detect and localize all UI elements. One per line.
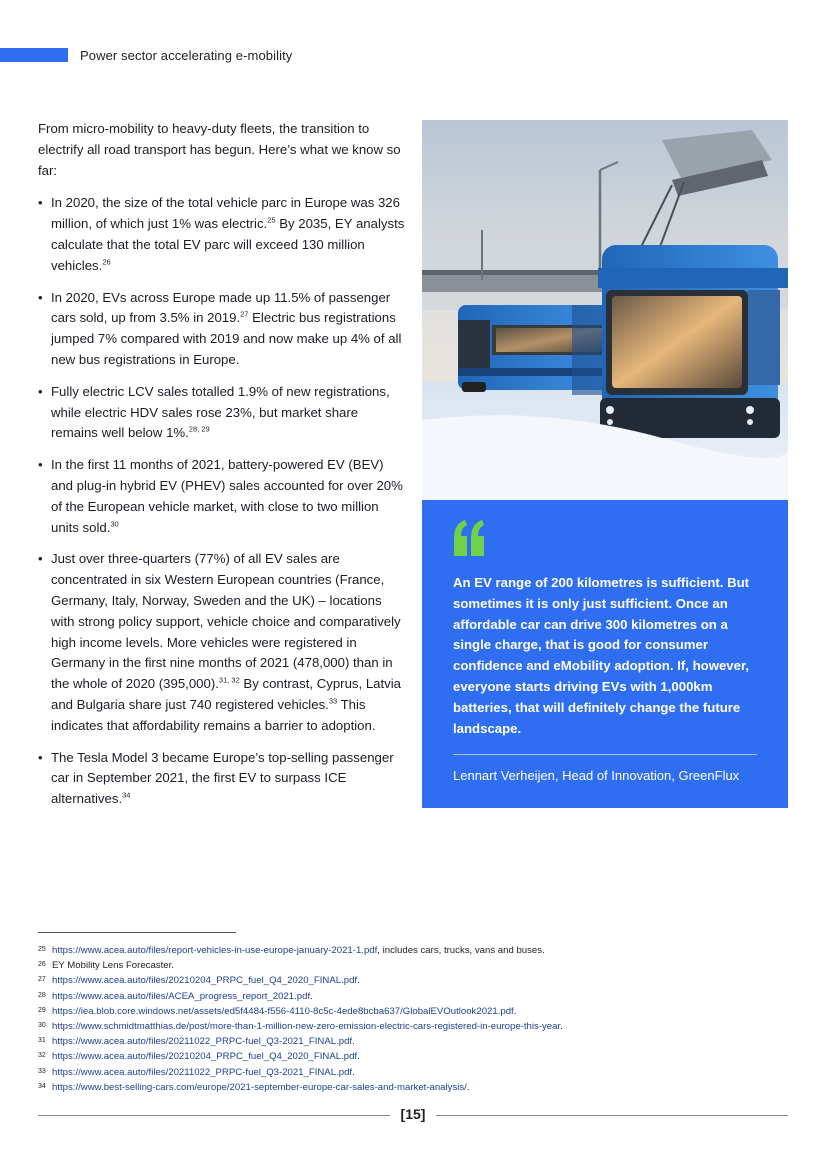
footnote-link[interactable]: https://www.acea.auto/files/report-vehicles-in-use-europe-january-2021-1.pdf bbox=[52, 945, 378, 956]
footnote-ref[interactable]: 27 bbox=[240, 309, 249, 319]
bullet-glyph: • bbox=[38, 749, 43, 765]
footnote-number: 30 bbox=[38, 1022, 46, 1030]
page-number: [15] bbox=[400, 1106, 426, 1122]
footnote-link[interactable]: https://www.acea.auto/files/20211022_PRPC-fuel_Q3-2021_FINAL.pdf bbox=[52, 1066, 353, 1078]
quote-mark-icon bbox=[452, 518, 486, 558]
footnote-item bbox=[38, 1049, 798, 1064]
fact-item: • Just over three-quarters (77%) of all EV sales are concentrated in six Western European countries (France, Germany, Italy, Norway, Sweden and the UK) – locations with strong policy support, vehicle choice and comparatively high income levels. More vehicles were registered in Germany in the first nine months of 2021 (478,000) than in the whole of 2020 (395,000).$^{31, 32}$ By contrast, Cyprus, Latvia and Bulgaria share just 740 registered vehicles.$^{33}$ This indicates that affordability remains a barrier to adoption. bbox=[38, 551, 402, 733]
page-footer-rule-left bbox=[38, 1115, 390, 1116]
bullet-glyph: • bbox=[38, 457, 43, 473]
footnote-note: . bbox=[352, 1036, 355, 1048]
footnote-item bbox=[38, 973, 798, 988]
footnote-ref[interactable]: 30 bbox=[110, 519, 119, 529]
footnote-link[interactable]: https://www.acea.auto/files/20211022_PRPC-fuel_Q3-2021_FINAL.pdf bbox=[52, 1036, 353, 1048]
footnote-link[interactable]: https://www.acea.auto/files/20210204_PRPC_fuel_Q4_2020_FINAL.pdf bbox=[52, 1051, 358, 1063]
fact-item: • In the first 11 months of 2021, battery-powered EV (BEV) and plug-in hybrid EV (PHEV) sales accounted for over 20% of the European vehicle market, with close to two million units sold.$^{30}$ bbox=[38, 457, 403, 535]
footnote-item bbox=[38, 943, 798, 958]
footnote-note: , includes cars, trucks, vans and buses. bbox=[377, 945, 545, 956]
bullet-glyph: • bbox=[38, 551, 43, 567]
footnote-item bbox=[38, 1065, 798, 1080]
fact-item: • The Tesla Model 3 became Europe’s top-selling passenger car in September 2021, the first EV to surpass ICE alternatives.$^{34}$ bbox=[38, 749, 394, 807]
footnote-item bbox=[38, 989, 798, 1004]
bullet-glyph: • bbox=[38, 195, 43, 211]
bullet-glyph: • bbox=[38, 383, 43, 399]
footnote-note: . bbox=[560, 1021, 563, 1033]
footnote-link[interactable]: https://www.best-selling-cars.com/europe/2021-september-europe-car-sales-and-market-analysis/ bbox=[52, 1081, 467, 1093]
electric-bus-photo bbox=[422, 120, 788, 500]
footnote-ref[interactable]: 25 bbox=[267, 215, 276, 225]
footnote-number: 25 bbox=[38, 946, 46, 953]
bus-depot-illustration bbox=[422, 120, 788, 500]
footnote-note: . bbox=[310, 990, 313, 1002]
footnote-ref[interactable]: 26 bbox=[102, 257, 111, 267]
footnote-ref[interactable]: 28, 29 bbox=[188, 424, 210, 434]
footnote-item bbox=[38, 1019, 798, 1034]
footnote-number: 32 bbox=[38, 1052, 46, 1060]
footnote-divider bbox=[38, 932, 236, 933]
footnote-number: 34 bbox=[38, 1082, 46, 1090]
footnote-ref[interactable]: 31, 32 bbox=[218, 675, 240, 685]
footnote-link[interactable]: https://www.schmidtmatthias.de/post/more-than-1-million-new-zero-emission-electric-cars-registered-in-europe-this-year bbox=[52, 1021, 561, 1033]
footnote-number: 27 bbox=[38, 976, 46, 984]
quote-divider bbox=[453, 754, 757, 755]
page-footer-rule-right bbox=[436, 1115, 788, 1116]
quote-author: Lennart Verheijen, Head of Innovation, GreenFlux bbox=[453, 768, 740, 783]
footnote-item bbox=[38, 1004, 798, 1019]
footnote-note: . bbox=[357, 1051, 360, 1063]
main-text-column bbox=[38, 119, 406, 821]
fact-item: • In 2020, the size of the total vehicle parc in Europe was 326 million, of which just 1% was electric.$^{25}$ By 2035, EY analysts calculate that the total EV parc will exceed 130 million vehicles.$^{26}$ bbox=[38, 195, 405, 273]
footnote-link[interactable]: https://www.acea.auto/files/20210204_PRPC_fuel_Q4_2020_FINAL.pdf bbox=[52, 975, 358, 987]
pull-quote-box bbox=[422, 500, 788, 808]
footnotes-list bbox=[38, 943, 798, 1095]
footnote-ref[interactable]: 33 bbox=[328, 696, 338, 706]
footnote-link[interactable]: https://iea.blob.core.windows.net/assets/ed5f4484-f556-4110-8c5c-4ede8bcba637/GlobalEVOutlook2021.pdf bbox=[52, 1005, 514, 1017]
facts-list bbox=[38, 193, 406, 810]
footnote-link[interactable]: https://www.acea.auto/files/ACEA_progress_report_2021.pdf bbox=[52, 990, 311, 1002]
footnote-note: . bbox=[513, 1005, 517, 1017]
footnote-number: 33 bbox=[38, 1067, 46, 1075]
footnote-number: 26 bbox=[38, 961, 46, 969]
footnote-note: . bbox=[466, 1081, 470, 1093]
section-title: Power sector accelerating e-mobility bbox=[80, 48, 293, 63]
footnote-item bbox=[38, 1034, 798, 1049]
quote-text: An EV range of 200 kilometres is sufficient. But sometimes it is only just sufficient. Once an affordable car can drive 300 kilometres on a single charge, that is good for consumer confidence and eMobility adoption. If, however, everyone starts driving EVs with 1,000km batteries, that will definitely change the future landscape. bbox=[453, 575, 750, 736]
fact-item: • In 2020, EVs across Europe made up 11.5% of passenger cars sold, up from 3.5% in 2019.27 Electric bus registrations jumped 7% compared with 2019 and now make up 4% of all new bus registrations in Europe. bbox=[38, 289, 402, 367]
footnote-ref[interactable]: 34 bbox=[122, 790, 131, 800]
bullet-glyph: • bbox=[38, 289, 43, 305]
fact-item: • Fully electric LCV sales totalled 1.9% of new registrations, while electric HDV sales rose 23%, but market share remains well below 1%.$^{28, 29}$ bbox=[38, 383, 390, 441]
footnote-number: 28 bbox=[38, 991, 46, 999]
footnote-item bbox=[38, 958, 798, 973]
footnote-number: 31 bbox=[38, 1037, 46, 1045]
footnote-note: . bbox=[357, 975, 360, 987]
intro-paragraph: From micro-mobility to heavy-duty fleets, the transition to electrify all road transport has begun. Here’s what we know so far: bbox=[38, 121, 401, 178]
footnote-item bbox=[38, 1080, 798, 1095]
footnote-note: EY Mobility Lens Forecaster. bbox=[52, 960, 174, 972]
footnote-note: . bbox=[352, 1066, 355, 1078]
header-accent-bar bbox=[0, 48, 68, 62]
footnote-number: 29 bbox=[38, 1006, 46, 1014]
